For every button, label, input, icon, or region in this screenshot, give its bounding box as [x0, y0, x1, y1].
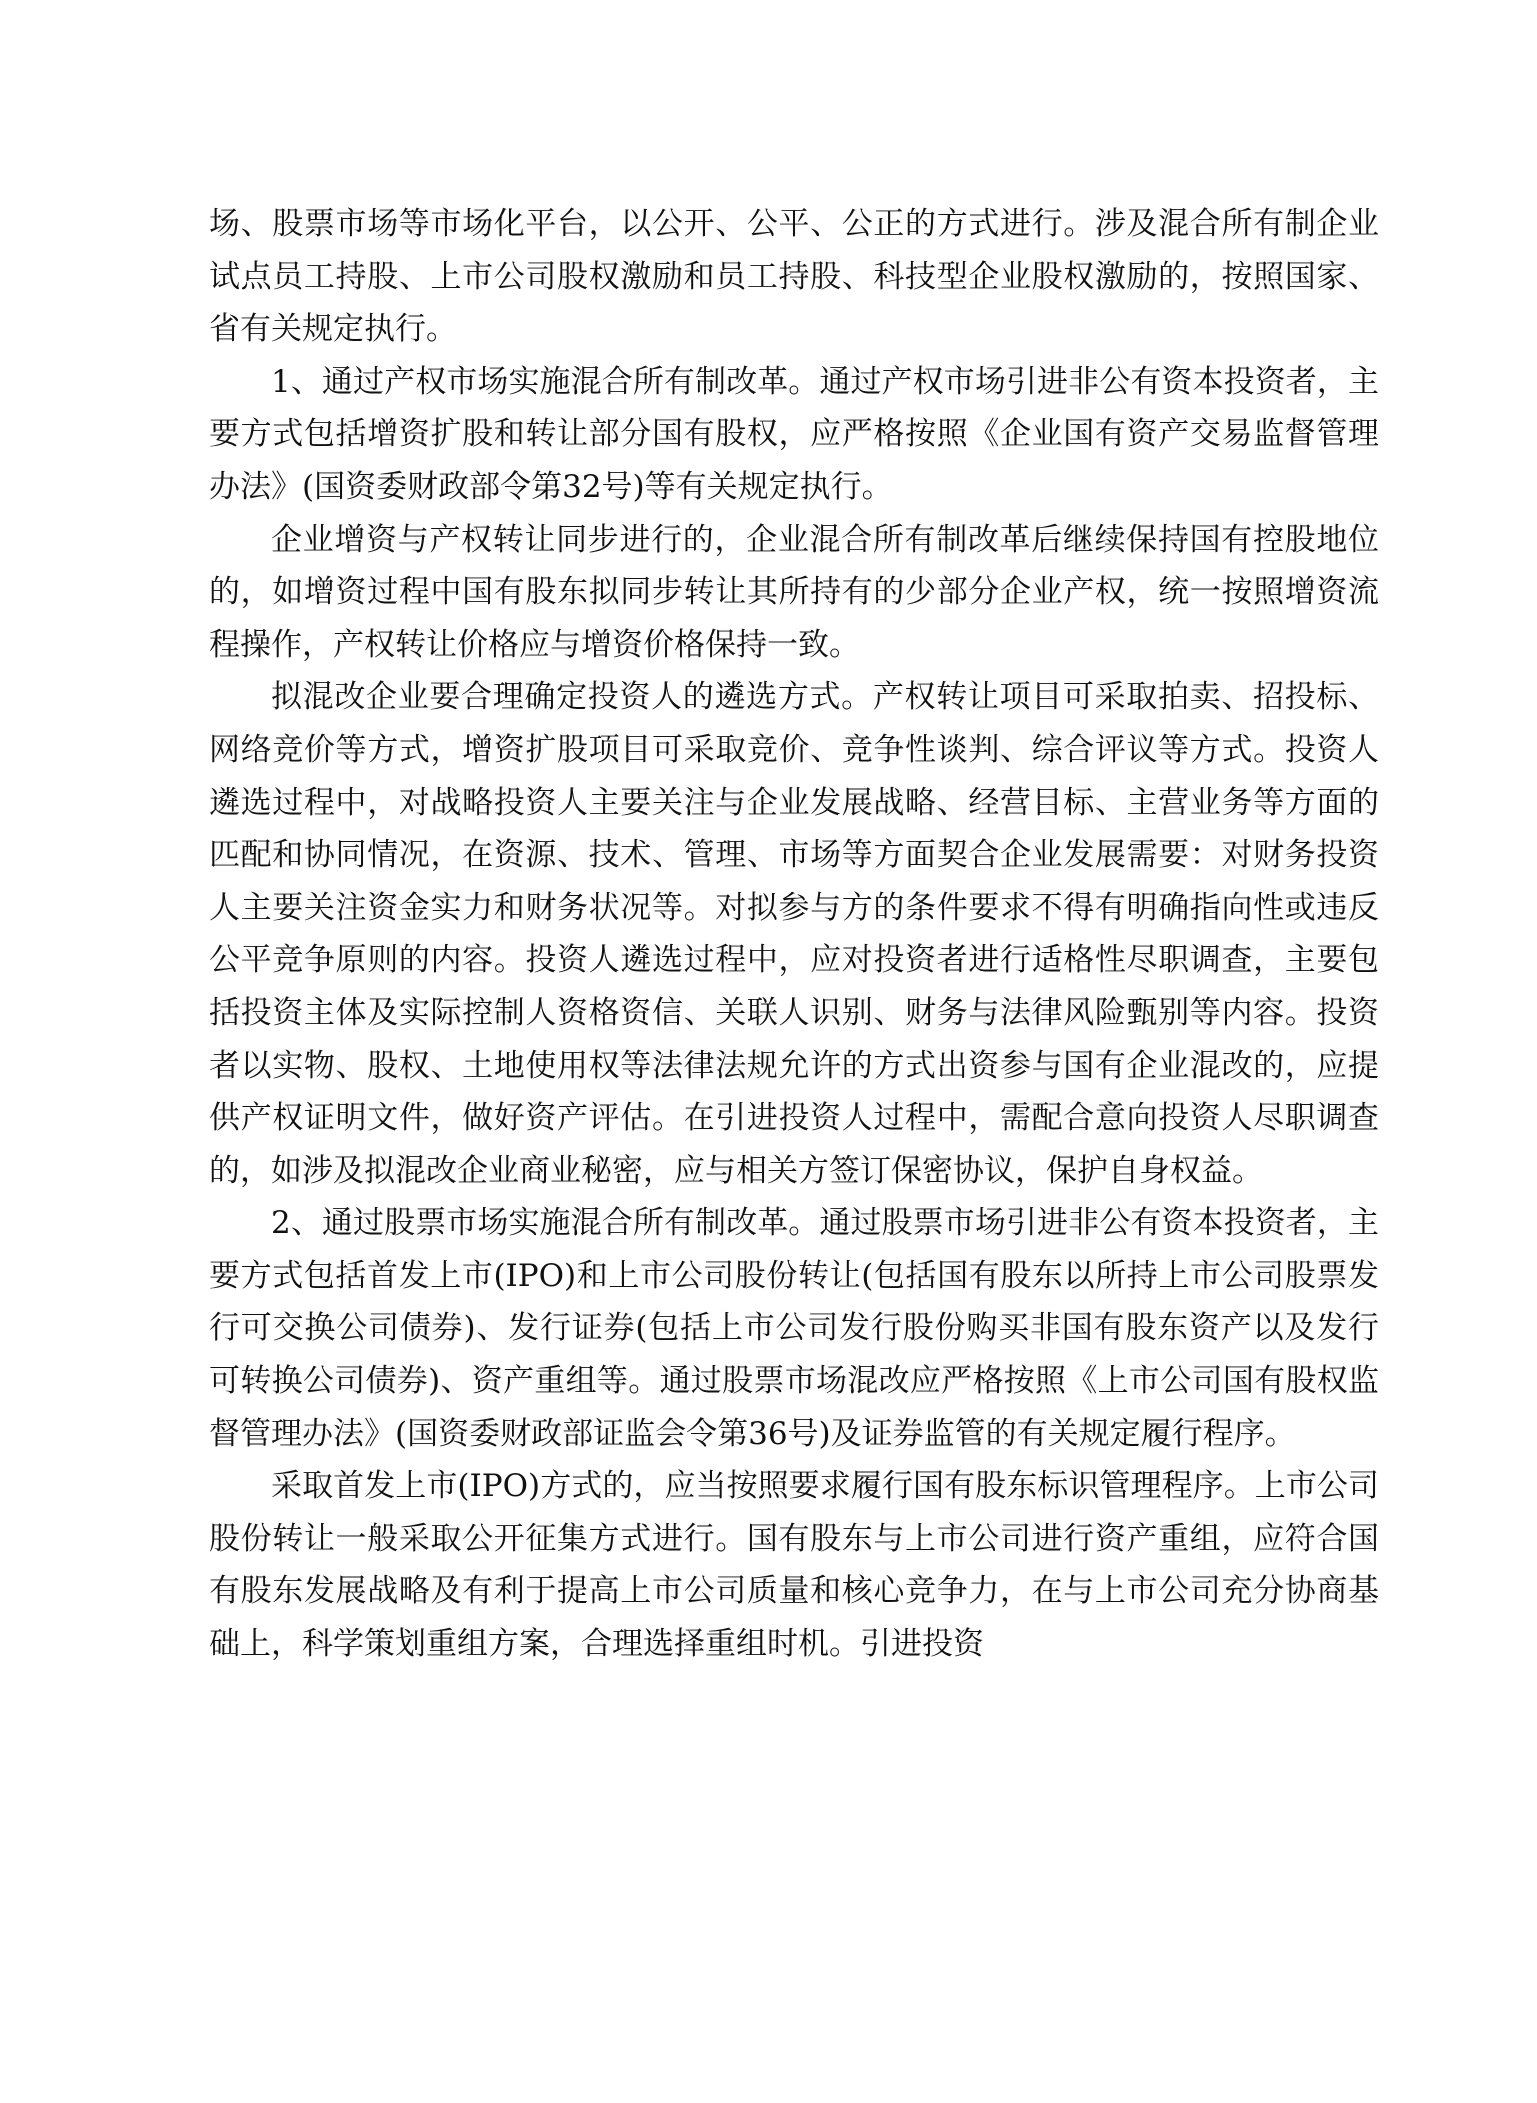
paragraph-stock-market: 2、通过股票市场实施混合所有制改革。通过股票市场引进非公有资本投资者，主要方式包括首发上市(IPO)和上市公司股份转让(包括国有股东以所持上市公司股票发行可交换公司债券)、发行证券(包括上市公司发行股份购买非国有股东资产以及发行可转换公司债券)、资产重组等。通过股票市场混改应严格按照《上市公司国有股权监督管理办法》(国资委财政部证监会令第36号)及证券监管的有关规定履行程序。: [209, 1205, 1379, 1452]
paragraph-ipo: 采取首发上市(IPO)方式的，应当按照要求履行国有股东标识管理程序。上市公司股份转让一般采取公开征集方式进行。国有股东与上市公司进行资产重组，应符合国有股东发展战略及有利于提高上市公司质量和核心竞争力，在与上市公司充分协商基础上，科学策划重组方案，合理选择重组时机。引进投资: [209, 1468, 1379, 1663]
document-body: [209, 198, 1379, 1671]
paragraph-investor-selection: 拟混改企业要合理确定投资人的遴选方式。产权转让项目可采取拍卖、招投标、网络竞价等方式，增资扩股项目可采取竞价、竞争性谈判、综合评议等方式。投资人遴选过程中，对战略投资人主要关注与企业发展战略、经营目标、主营业务等方面的匹配和协同情况，在资源、技术、管理、市场等方面契合企业发展需要：对财务投资人主要关注资金实力和财务状况等。对拟参与方的条件要求不得有明确指向性或违反公平竞争原则的内容。投资人遴选过程中，应对投资者进行适格性尽职调查，主要包括投资主体及实际控制人资格资信、关联人识别、财务与法律风险甄别等内容。投资者以实物、股权、土地使用权等法律法规允许的方式出资参与国有企业混改的，应提供产权证明文件，做好资产评估。在引进投资人过程中，需配合意向投资人尽职调查的，如涉及拟混改企业商业秘密，应与相关方签订保密协议，保护自身权益。: [209, 679, 1379, 1189]
paragraph-continuation: 场、股票市场等市场化平台，以公开、公平、公正的方式进行。涉及混合所有制企业试点员工持股、上市公司股权激励和员工持股、科技型企业股权激励的，按照国家、省有关规定执行。: [209, 206, 1379, 348]
paragraph-property-market: 1、通过产权市场实施混合所有制改革。通过产权市场引进非公有资本投资者，主要方式包括增资扩股和转让部分国有股权，应严格按照《企业国有资产交易监督管理办法》(国资委财政部令第32号)等有关规定执行。: [209, 363, 1379, 505]
paragraph-capital-increase: 企业增资与产权转让同步进行的，企业混合所有制改革后继续保持国有控股地位的，如增资过程中国有股东拟同步转让其所持有的少部分企业产权，统一按照增资流程操作，产权转让价格应与增资价格保持一致。: [209, 521, 1379, 663]
